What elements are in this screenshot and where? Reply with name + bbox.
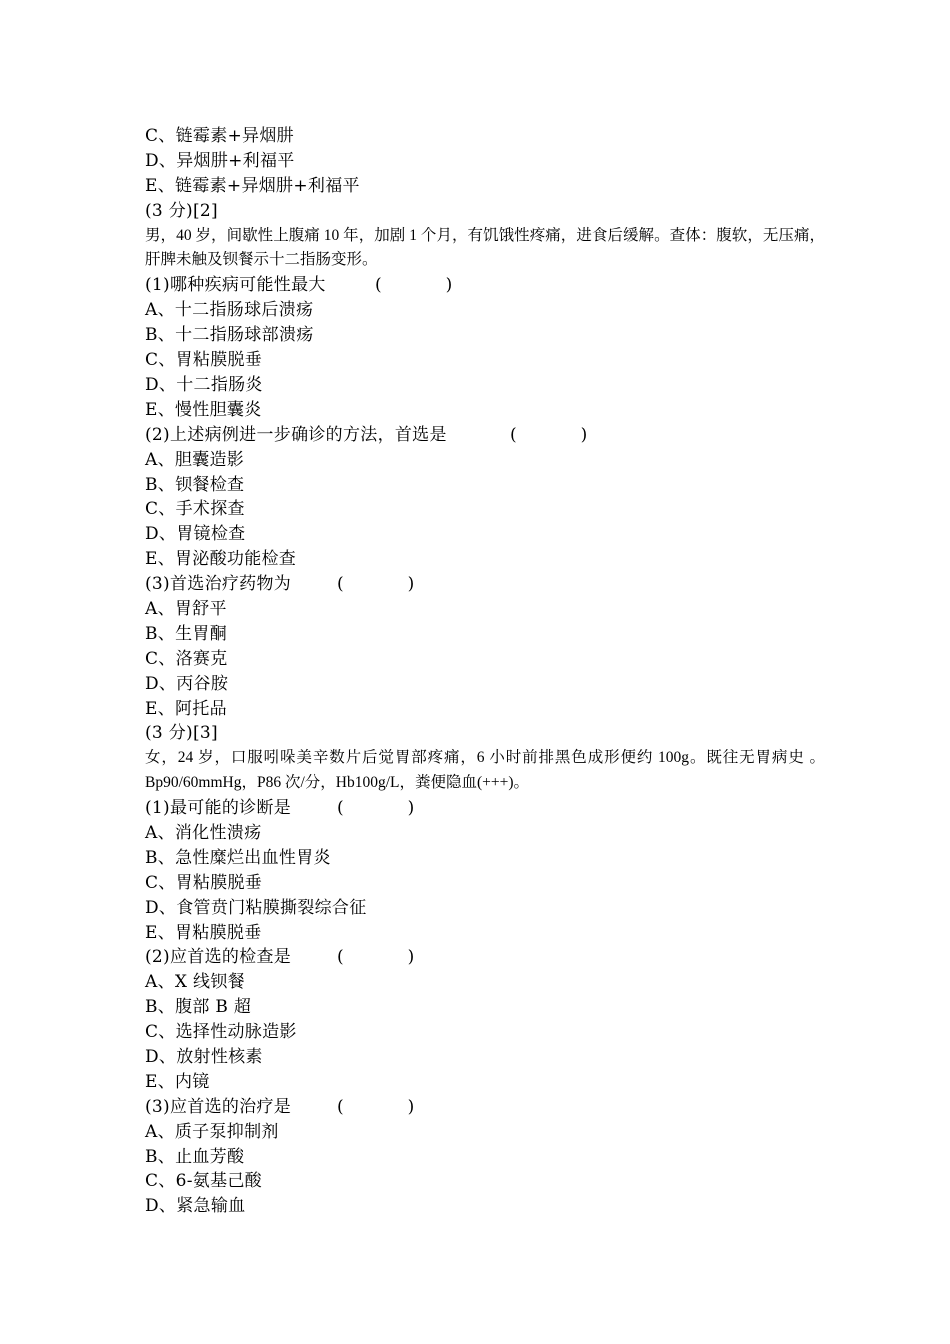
- option-line: E、胃泌酸功能检查: [145, 549, 297, 570]
- answer-bracket: ( ): [337, 947, 415, 968]
- option-line: D、异烟肼+利福平: [145, 150, 295, 171]
- question-stem: [145, 423, 825, 448]
- option-line: B、腹部 B 超: [145, 997, 252, 1018]
- answer-bracket: ( ): [375, 275, 453, 296]
- option-line: A、胃舒平: [145, 598, 227, 619]
- top-options: [145, 124, 825, 199]
- document-page: [145, 124, 825, 1219]
- answer-bracket: ( ): [510, 424, 588, 445]
- option-line: E、链霉素+异烟肼+利福平: [145, 175, 360, 196]
- option-line: D、胃镜检查: [145, 524, 246, 545]
- question-3: [145, 1095, 825, 1219]
- option-line: C、选择性动脉造影: [145, 1022, 297, 1043]
- option-line: C、手术探查: [145, 499, 245, 520]
- stem-text: (2)应首选的检查是: [145, 947, 292, 968]
- question-3: [145, 572, 825, 721]
- option-line: B、止血芳酸: [145, 1146, 245, 1167]
- option-line: A、X 线钡餐: [145, 972, 245, 993]
- option-line: C、洛赛克: [145, 648, 228, 669]
- answer-bracket: ( ): [337, 574, 415, 595]
- option-line: E、慢性胆囊炎: [145, 399, 262, 420]
- option-line: D、食管贲门粘膜撕裂综合征: [145, 897, 367, 918]
- question-2: [145, 945, 825, 1094]
- question-stem: [145, 796, 825, 821]
- option-line: B、十二指肠球部溃疡: [145, 325, 314, 346]
- option-line: C、胃粘膜脱垂: [145, 872, 263, 893]
- stem-text: (3)应首选的治疗是: [145, 1096, 292, 1117]
- option-line: B、钡餐检查: [145, 474, 245, 495]
- option-line: E、阿托品: [145, 698, 227, 719]
- option-line: B、急性糜烂出血性胃炎: [145, 847, 331, 868]
- stem-text: (2)上述病例进一步确诊的方法，首选是: [145, 424, 447, 445]
- question-stem: [145, 273, 825, 298]
- option-line: C、胃粘膜脱垂: [145, 350, 263, 371]
- option-line: E、胃粘膜脱垂: [145, 922, 262, 943]
- question-stem: [145, 572, 825, 597]
- option-line: B、生胃酮: [145, 623, 227, 644]
- question-1: [145, 273, 825, 422]
- answer-bracket: ( ): [337, 798, 415, 819]
- question-1: [145, 796, 825, 945]
- case-header: (3 分)[2]: [145, 200, 218, 221]
- option-line: A、质子泵抑制剂: [145, 1121, 279, 1142]
- option-line: C、链霉素+异烟肼: [145, 126, 294, 146]
- stem-text: (1)哪种疾病可能性最大: [145, 275, 326, 296]
- option-line: D、紧急输血: [145, 1196, 246, 1217]
- option-line: A、消化性溃疡: [145, 823, 262, 843]
- question-stem: [145, 945, 825, 970]
- option-line: D、丙谷胺: [145, 673, 229, 694]
- case-3: [145, 721, 825, 1219]
- case-text: 男，40 岁，间歇性上腹痛 10 年，加剧 1 个月，有饥饿性疼痛，进食后缓解。查体：腹软，无压痛，肝脾未触及钡餐示十二指肠变形。: [145, 226, 825, 269]
- option-line: A、胆囊造影: [145, 449, 245, 470]
- case-header: (3 分)[3]: [145, 723, 218, 744]
- case-2: [145, 199, 825, 722]
- case-text: 女，24 岁，口服吲哚美辛数片后觉胃部疼痛，6 小时前排黑色成形便约 100g。既往无胃病史 。Bp90/60mmHg，P86 次/分，Hb100g/L，粪便隐血(+++)。: [145, 749, 825, 792]
- option-line: D、十二指肠炎: [145, 374, 263, 395]
- stem-text: (1)最可能的诊断是: [145, 798, 292, 819]
- question-stem: [145, 1095, 825, 1120]
- answer-bracket: ( ): [337, 1096, 415, 1117]
- option-line: A、十二指肠球后溃疡: [145, 300, 314, 321]
- option-line: C、6-氨基己酸: [145, 1171, 262, 1192]
- question-2: [145, 423, 825, 572]
- option-line: D、放射性核素: [145, 1047, 263, 1068]
- option-line: E、内镜: [145, 1071, 210, 1092]
- stem-text: (3)首选治疗药物为: [145, 574, 292, 595]
